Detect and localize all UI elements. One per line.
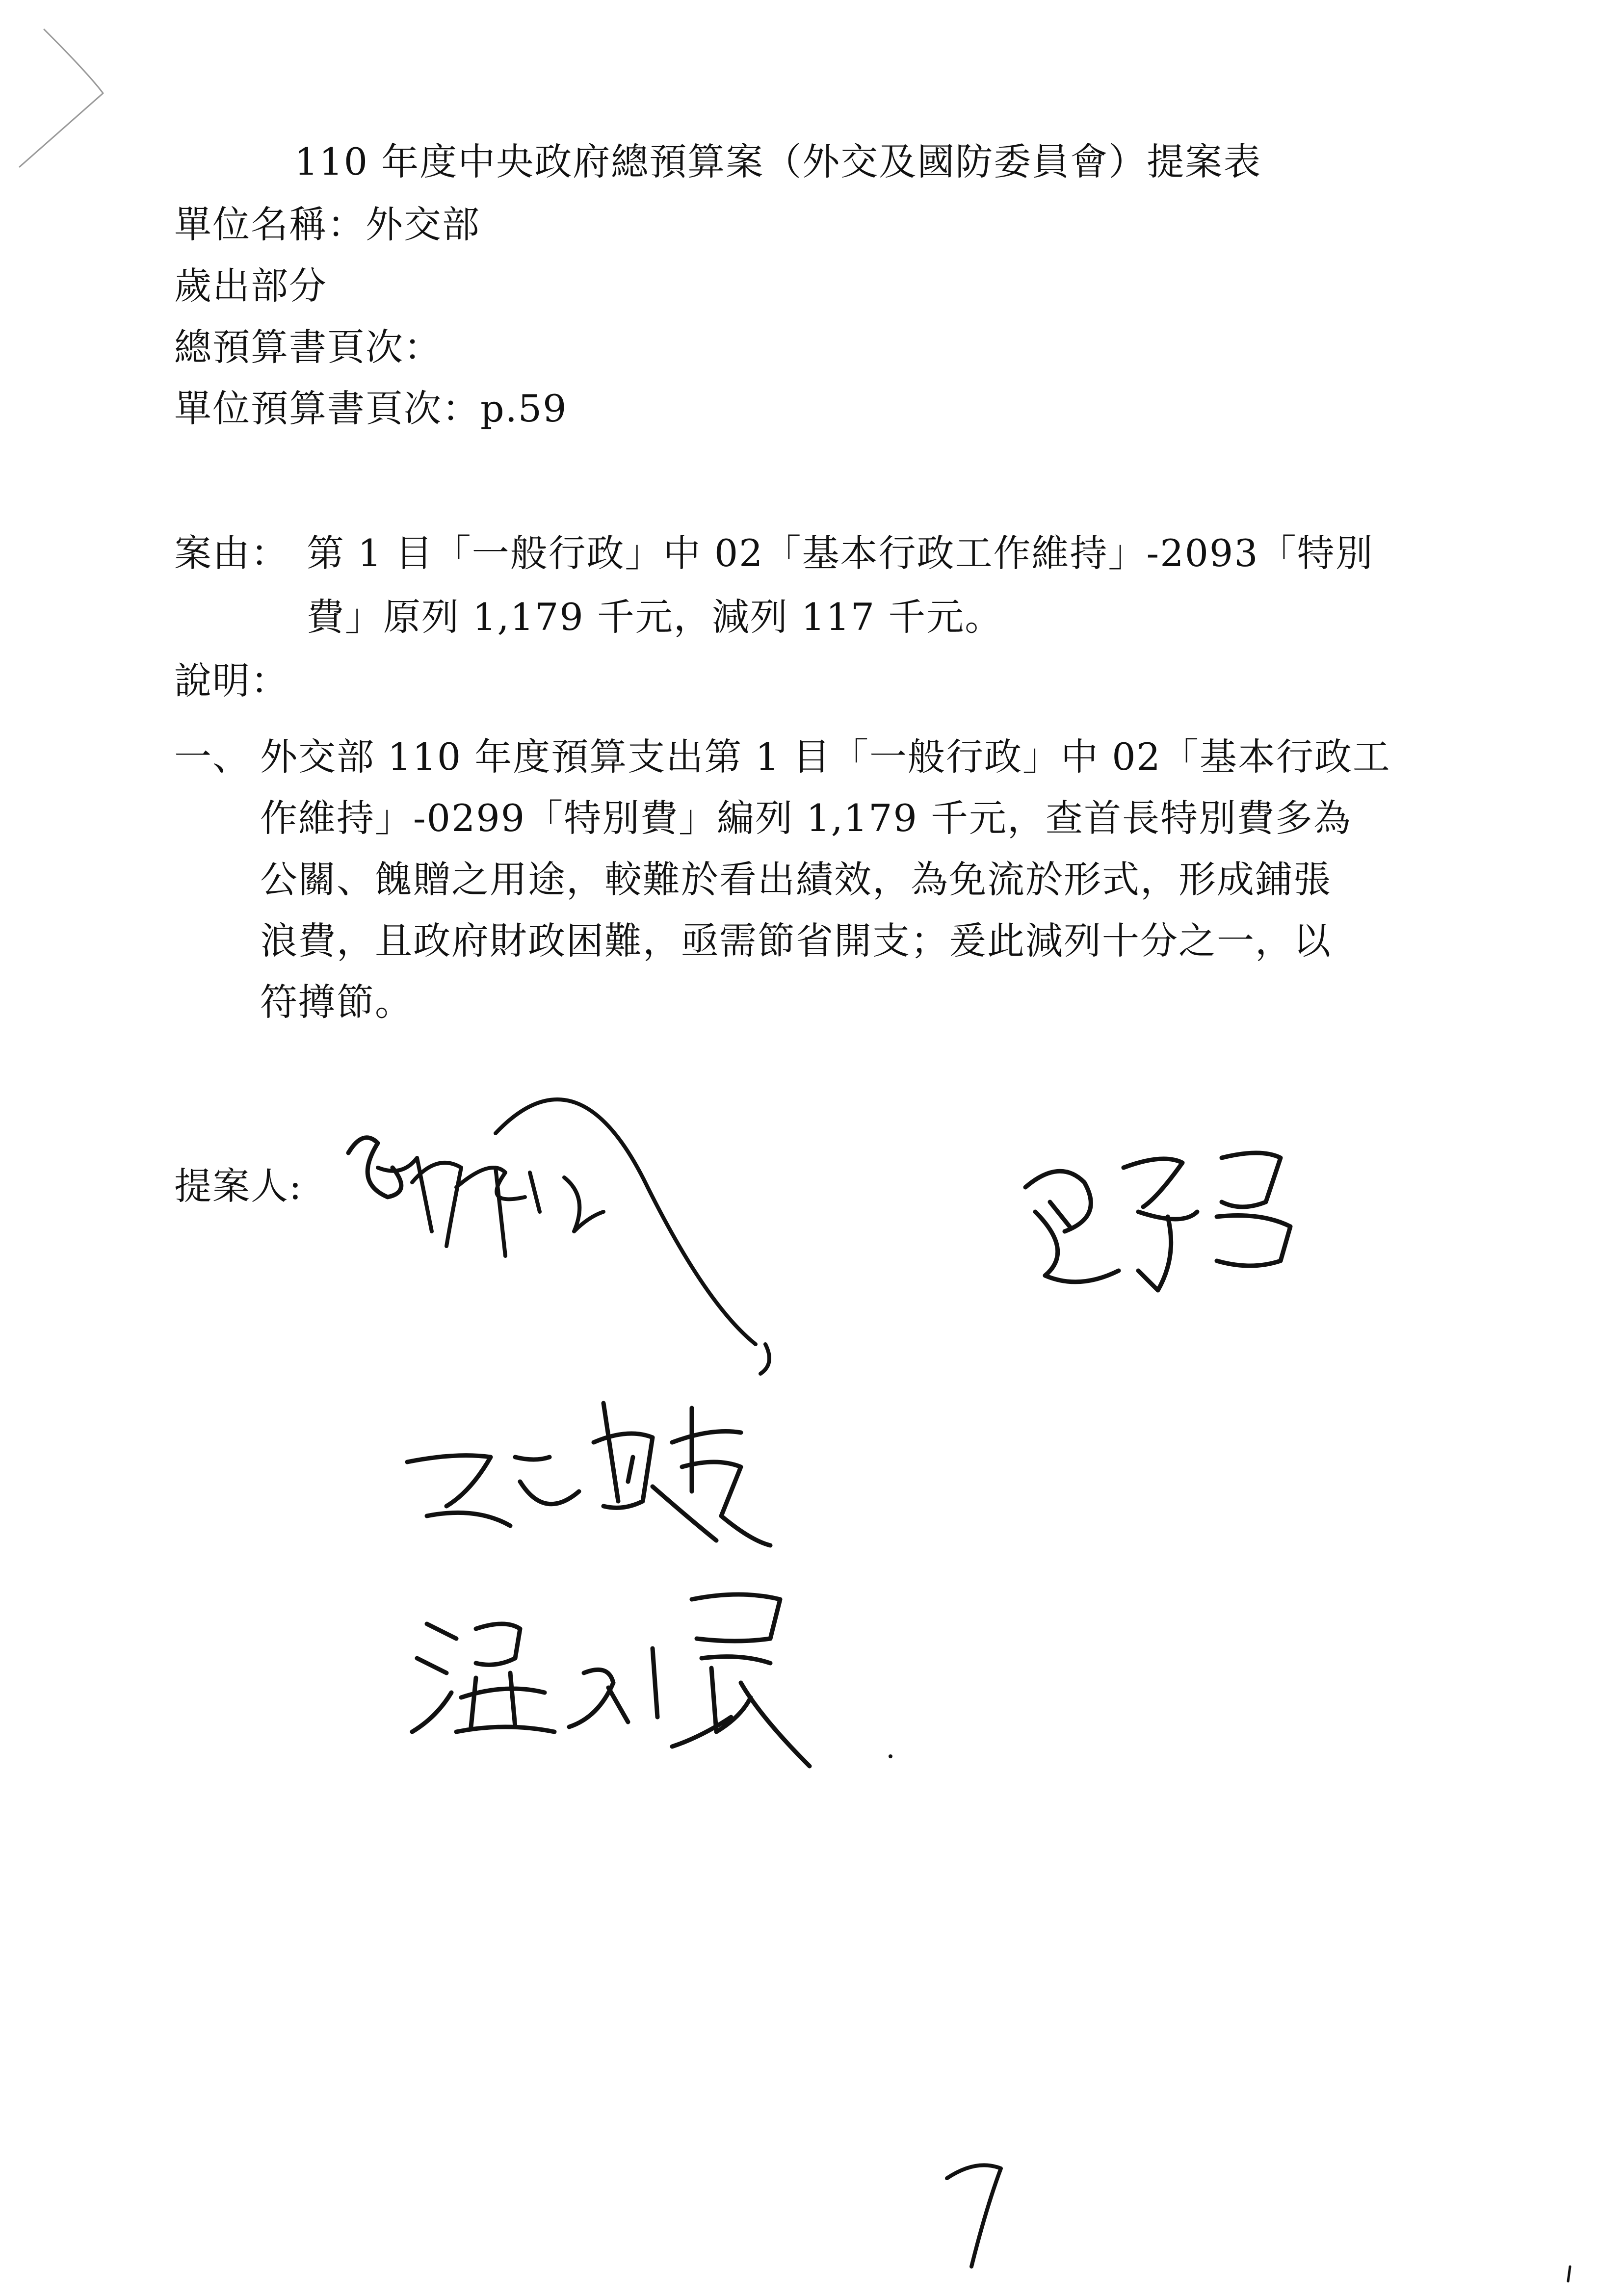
corner-mark [15,20,113,177]
explanation-line: 浪費，且政府財政困難，亟需節省開支；爰此減列十分之一，以 [260,919,1332,963]
explanation-line: 符撙節。 [260,980,413,1024]
explanation-line: 公關、餽贈之用途，較難於看出績效，為免流於形式，形成鋪張 [260,858,1332,901]
handwritten-signature-2 [1006,1128,1325,1305]
unit-budget-page: 單位預算書頁次：p.59 [174,387,568,430]
explanation-label: 說明： [174,659,289,703]
document-title: 110 年度中央政府總預算案（外交及國防委員會）提案表 [294,140,1262,183]
reason-label: 案由： [174,531,289,575]
handwritten-signature-3 [397,1393,839,1555]
handwritten-signature-4 [397,1570,937,1776]
reason-line: 費」原列 1,179 千元，減列 117 千元。 [307,595,1003,639]
explanation-line: 作維持」-0299「特別費」編列 1,179 千元，查首長特別費多為 [260,796,1352,840]
handwritten-signature-1 [334,1070,785,1344]
reason-line: 第 1 目「一般行政」中 02「基本行政工作維持」-2093「特別 [307,531,1374,575]
total-budget-page: 總預算書頁次： [174,325,442,369]
section-label: 歲出部分 [174,264,327,308]
edge-mark [1560,2262,1580,2291]
proposer-label: 提案人: [174,1164,303,1208]
page-number-mark [927,2149,1025,2276]
item-number: 一、 [174,735,251,779]
explanation-line: 外交部 110 年度預算支出第 1 目「一般行政」中 02「基本行政工 [260,735,1391,779]
unit-name: 單位名稱：外交部 [174,203,480,246]
